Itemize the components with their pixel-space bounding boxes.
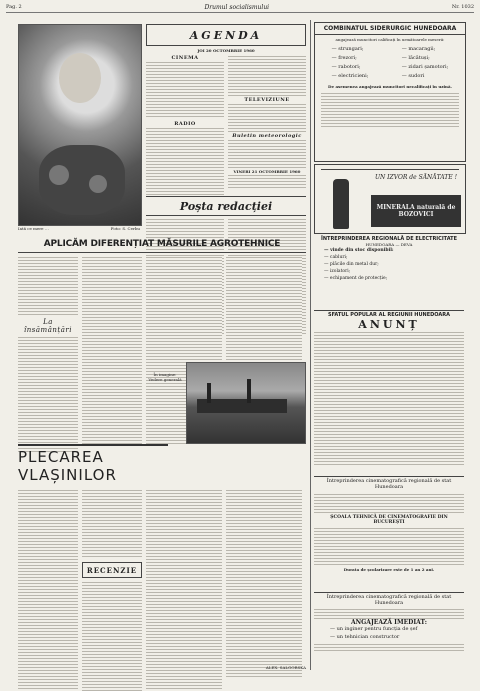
recenzie-label: RECENZIE <box>86 565 138 575</box>
cinema-heading: CINEMA <box>171 55 199 61</box>
job-line: — un tehnician constructor <box>330 634 400 640</box>
factory-photo <box>186 362 306 444</box>
job: — macaragii; <box>401 46 436 52</box>
posta-title: Poșta redacției <box>179 199 273 213</box>
agenda-date: JOI 20 OCTOMBRIE 1960 <box>197 48 255 53</box>
ad-sfat-popular <box>314 312 464 472</box>
ad-mineral-water <box>314 164 466 234</box>
job: — sudori <box>401 73 425 79</box>
factory-caption: În imagine: Vedere generală <box>148 372 182 382</box>
job-line: — un inginer pentru funcția de șef <box>330 626 418 632</box>
sfat-title: SFATUL POPULAR AL REGIUNII HUNEDOARA <box>327 312 451 318</box>
plecarea-article <box>18 444 306 672</box>
item: — echipament de protecție; <box>324 276 388 281</box>
combinat-sub: angajează muncitori calificați în următoarele meserii: <box>335 37 445 42</box>
agenda-box <box>146 24 306 192</box>
ad-cinema-hiring <box>314 594 464 668</box>
author: ALEX. SALGORSKA <box>265 665 306 670</box>
photo-credit: Foto: S. Cerbu <box>110 226 140 231</box>
job: — zidari șamotori; <box>401 64 449 70</box>
agro-subtitle: La însămânțări <box>24 318 72 334</box>
item: — izolatori; <box>324 269 351 274</box>
job: — strungari; <box>331 46 364 52</box>
electricitate-title: ÎNTREPRINDEREA REGIONALĂ DE ELECTRICITATE <box>320 236 458 242</box>
masthead: Drumul socialismului <box>204 3 270 11</box>
ad-cinema-school <box>314 478 464 588</box>
combinat-note: De asemenea angajează muncitori necalificați în uzină. <box>328 84 452 89</box>
meteo-heading: Buletin meteorologic <box>232 133 302 139</box>
radio-heading: RADIO <box>174 121 196 127</box>
ad-combinat <box>314 22 466 162</box>
page-header <box>6 2 474 13</box>
agro-headline: APLICĂM DIFERENȚIAT MĂSURILE AGROTEHNICE <box>18 236 306 253</box>
anunt-heading: ANUNȚ <box>358 318 420 331</box>
page-number: Pag. 2 <box>6 4 22 10</box>
agenda-date-2: VINERI 21 OCTOMBRIE 1960 <box>233 169 301 174</box>
job: — frezori; <box>331 55 357 61</box>
cinema1-title: Întreprinderea cinematografică regională de stat Hunedoara <box>326 478 452 490</box>
cinema1-school: ȘCOALA TEHNICĂ DE CINEMATOGRAFIE DIN BUCUREȘTI <box>330 515 448 525</box>
job: — lăcătuși; <box>401 55 430 61</box>
tv-heading: TELEVIZIUNE <box>244 97 290 103</box>
item: — vinde din stoc disponibil: <box>324 248 394 253</box>
agenda-title: AGENDA <box>189 28 263 42</box>
issue-number: Nr. 1032 <box>451 4 474 10</box>
child-photo <box>18 24 142 226</box>
item: — cabluri; <box>324 255 348 260</box>
plecarea-headline: PLECAREA VLAȘINILOR <box>18 444 168 486</box>
combinat-title: COMBINATUL SIDERURGIC HUNEDOARA <box>315 23 465 35</box>
job: — rabotori; <box>331 64 361 70</box>
cinema1-durata: Durata de școlarizare este de 1 an 2 ani. <box>343 567 435 572</box>
bottle-icon <box>333 179 349 229</box>
cinema2-title: Întreprinderea cinematografică regională de stat Hunedoara <box>326 594 452 606</box>
cinema2-sub: ANGAJEAZĂ IMEDIAT: <box>351 619 427 626</box>
water-slogan: UN IZVOR de SĂNĂTATE ! <box>374 174 457 181</box>
electricitate-sub: HUNEDOARA — DEVA <box>365 242 413 247</box>
photo-caption: Iată ce mere … <box>18 226 49 231</box>
water-brand: MINERALA naturală de BOZOVICI <box>376 204 456 218</box>
job: — electricieni; <box>331 73 369 79</box>
ad-electricitate <box>314 236 464 306</box>
item: — plăcile din metal dur; <box>324 262 379 267</box>
